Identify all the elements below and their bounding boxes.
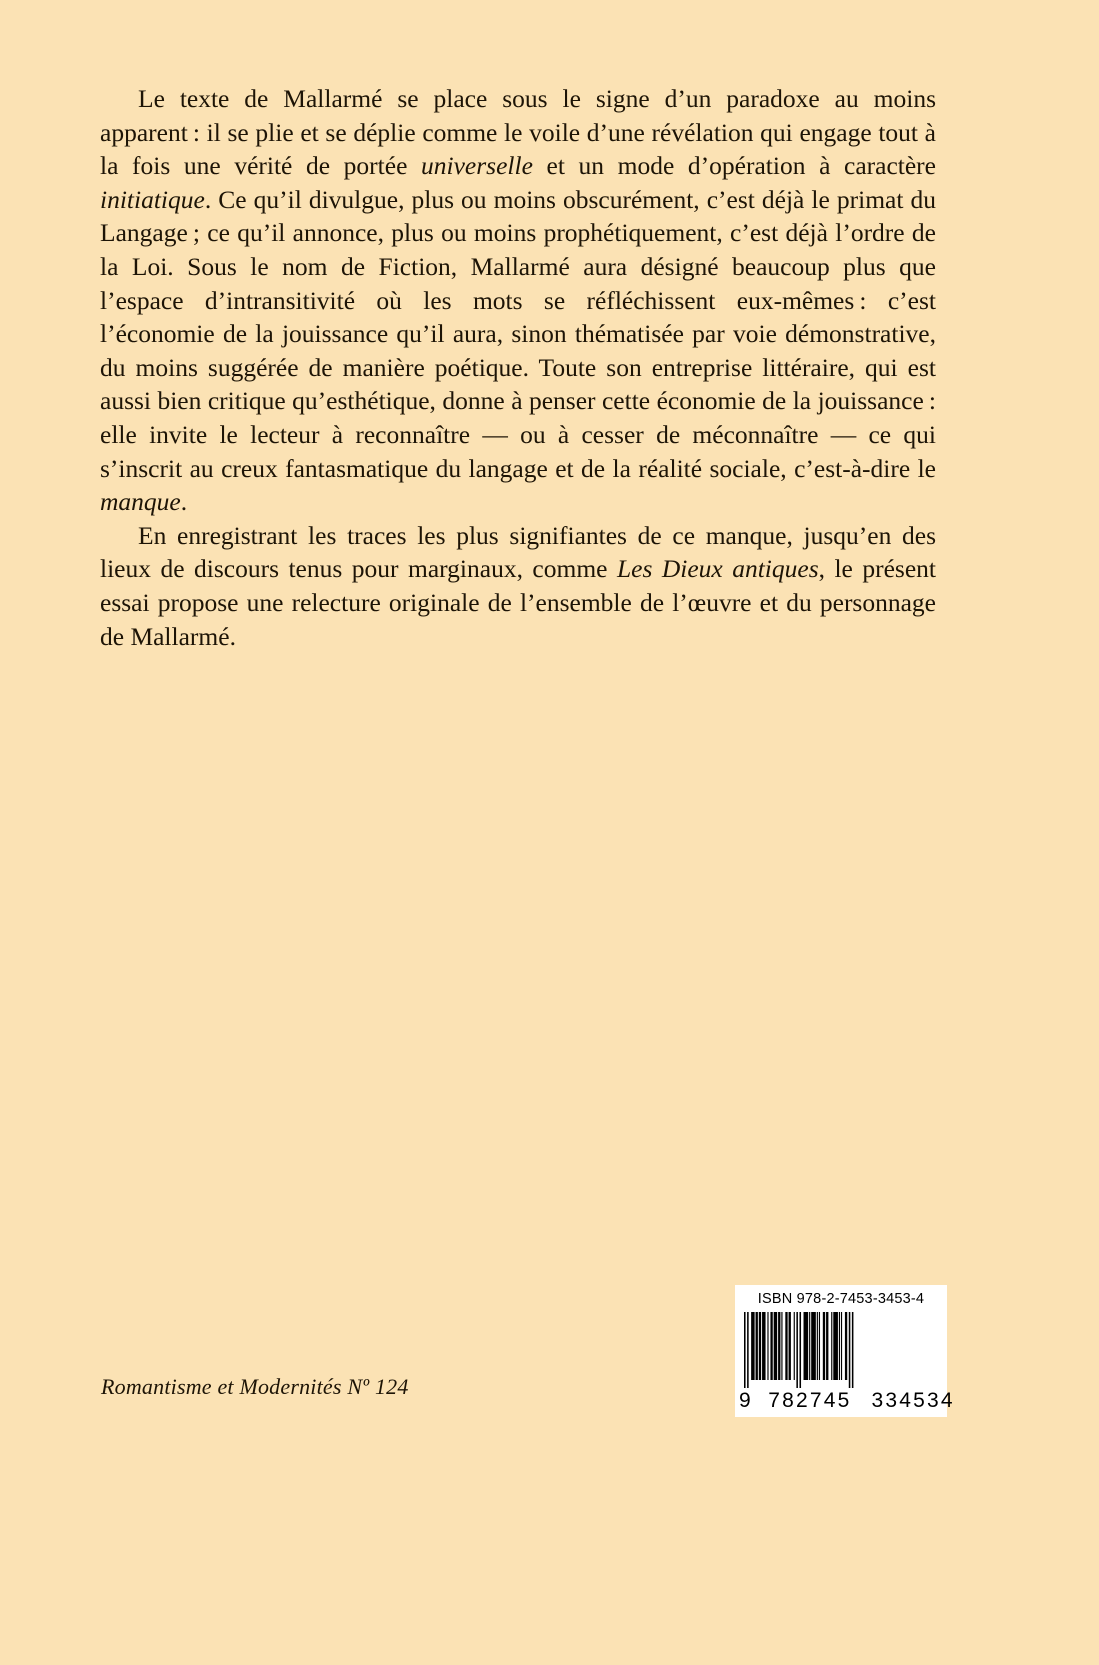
isbn-digits <box>739 1388 955 1413</box>
blurb-run: . Ce qu’il divulgue, plus ou moins obscurément, c’est déjà le primat du Langage ; ce qu’il annonce, plus ou moins prophétiquement, c’est déjà l’ordre de la Loi. Sous le nom de Fiction, Mallarmé aura désigné beaucoup plus que l’espace d’intransitivité où les mots se réfléchissent eux-mêmes : c’est l’économie de la jouissance qu’il aura, sinon thématisée par voie démonstrative, du moins suggérée de manière poétique. Toute son entreprise littéraire, qui est aussi bien critique qu’esthétique, donne à penser cette économie de la jouissance : elle invite le lecteur à reconnaître — ou à cesser de méconnaître — ce qui s’inscrit au creux fantasmatique du langage et de la réalité sociale, c’est-à-dire le <box>100 184 936 483</box>
isbn-barcode-block <box>735 1285 955 1417</box>
blurb-italic-run: manque <box>100 487 181 517</box>
series-line: Romantisme et Modernités Nº 124 <box>101 1374 409 1399</box>
blurb-italic-run: universelle <box>421 151 533 181</box>
blurb-run: En enregistrant les traces les plus signifiantes de ce manque, jusqu’en des lieux de discours tenus pour marginaux, comme <box>100 520 936 584</box>
blurb-paragraph-1 <box>100 82 936 519</box>
blurb-paragraph-2 <box>100 519 936 653</box>
isbn-group-left: 782745 <box>768 1389 852 1412</box>
isbn-lead-digit: 9 <box>739 1389 752 1412</box>
isbn-label: ISBN 978-2-7453-3453-4 <box>757 1291 925 1307</box>
blurb-text <box>100 82 936 653</box>
blurb-italic-run: initiatique <box>100 184 205 214</box>
blurb-italic-run: Les Dieux antiques <box>616 554 819 584</box>
blurb-run: Le texte de Mallarmé se place sous le signe d’un paradoxe au moins apparent : il se plie et se déplie comme le voile d’une révélation qui engage tout à la fois une vérité de portée <box>100 84 936 181</box>
blurb-run: , le présent essai propose une relecture originale de l’ensemble de l’œuvre et du personnage de Mallarmé. <box>100 554 936 651</box>
barcode-bars-icon <box>742 1312 940 1388</box>
isbn-group-right: 334534 <box>871 1389 955 1412</box>
blurb-run: et un mode d’opération à caractère <box>532 151 936 181</box>
blurb-run: . <box>180 487 188 517</box>
